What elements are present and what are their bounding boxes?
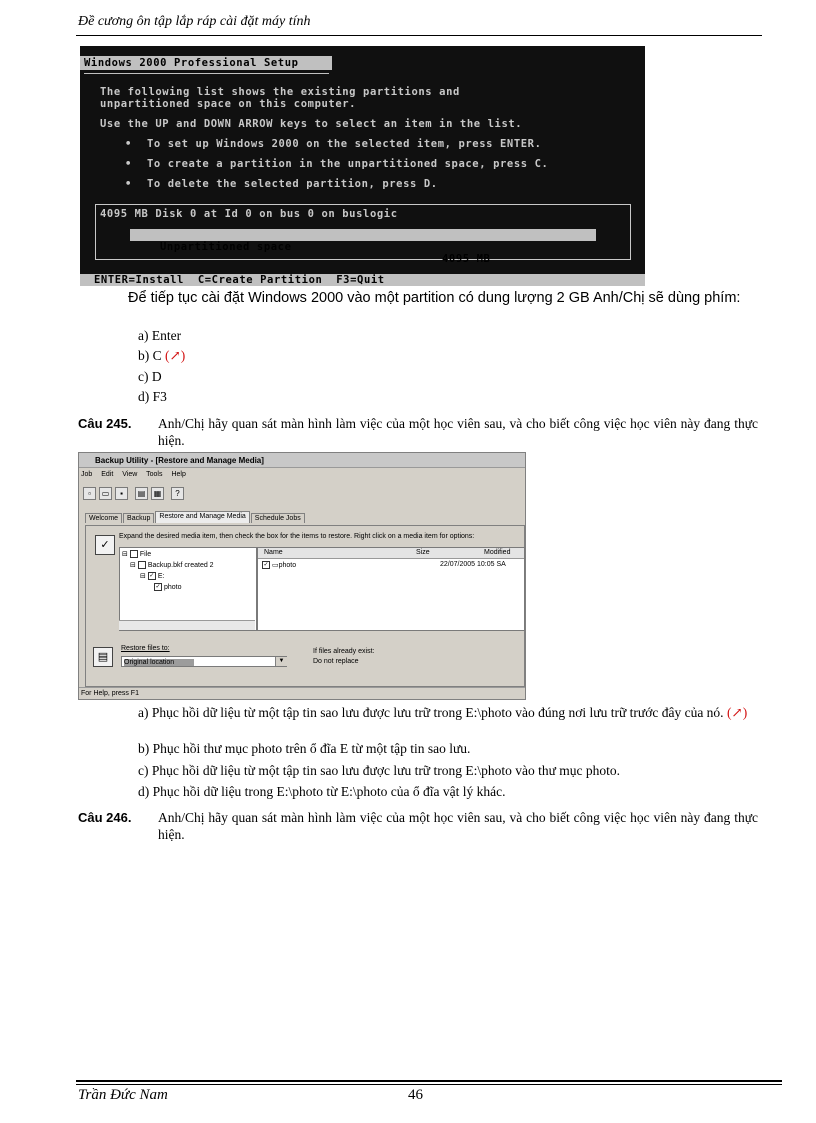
row-modified: 22/07/2005 10:05 SA bbox=[440, 561, 506, 568]
footer-rule-thin bbox=[76, 1084, 782, 1085]
toolbar bbox=[83, 487, 187, 501]
checkbox[interactable]: ✓ bbox=[263, 562, 269, 569]
if-exists-label: If files already exist: bbox=[313, 648, 375, 655]
tree-label: E: bbox=[157, 573, 165, 580]
tree-label: photo bbox=[164, 583, 182, 591]
checkbox[interactable]: ✓ bbox=[149, 573, 155, 580]
setup-line-3: Use the UP and DOWN ARROW keys to select an item in the list. bbox=[100, 118, 523, 130]
answer-mark-icon: (↗) bbox=[726, 705, 748, 720]
setup-bullet-1: To set up Windows 2000 on the selected item, press ENTER. bbox=[147, 138, 542, 150]
header-rule bbox=[76, 35, 762, 36]
footer-rule bbox=[76, 1080, 782, 1082]
tab-schedule[interactable]: Schedule Jobs bbox=[251, 513, 305, 523]
tree-item-backup[interactable]: ⊟ Backup.bkf created 2 bbox=[130, 562, 214, 569]
menu-edit[interactable]: Edit bbox=[101, 471, 114, 478]
open-icon[interactable]: ▭ bbox=[99, 487, 112, 500]
if-exists-value: Do not replace bbox=[313, 658, 359, 665]
menu-help[interactable]: Help bbox=[171, 471, 186, 478]
setup-title-underline bbox=[84, 73, 329, 74]
answer-mark-icon: (↗) bbox=[165, 348, 186, 363]
tab-welcome[interactable]: Welcome bbox=[85, 513, 122, 523]
setup-bullet-2: To create a partition in the unpartitioned space, press C. bbox=[147, 158, 549, 170]
window-title: Backup Utility - [Restore and Manage Media] bbox=[79, 453, 525, 468]
setup-title: Windows 2000 Professional Setup bbox=[80, 56, 332, 70]
row-name: photo bbox=[278, 562, 297, 569]
menu-view[interactable]: View bbox=[122, 471, 138, 478]
chevron-down-icon[interactable]: ▼ bbox=[275, 657, 287, 666]
column-size[interactable]: Size bbox=[416, 549, 430, 556]
checkbox[interactable]: ✓ bbox=[155, 584, 161, 590]
restore-to-label: Restore files to: bbox=[121, 645, 170, 652]
q246-label: Câu 246. bbox=[78, 810, 132, 825]
tree-item-drive[interactable]: ⊟ ✓ E: bbox=[140, 573, 165, 580]
setup-line-2: unpartitioned space on this computer. bbox=[100, 98, 357, 110]
running-header: Đề cương ôn tập lắp ráp cài đặt máy tính bbox=[78, 14, 311, 29]
restore-media-icon: ✓ bbox=[95, 535, 115, 555]
menu-bar bbox=[81, 471, 193, 478]
q244-option-a: a) Enter bbox=[138, 328, 182, 343]
partition-name: Unpartitioned space bbox=[160, 241, 292, 253]
tree-scrollbar[interactable] bbox=[119, 620, 255, 630]
media-tree bbox=[119, 547, 257, 631]
windows-setup-screenshot bbox=[80, 46, 645, 286]
help-icon[interactable]: ? bbox=[171, 487, 184, 500]
restore-to-value: Original location bbox=[124, 659, 194, 666]
disk-line: 4095 MB Disk 0 at Id 0 on bus 0 on buslogic bbox=[100, 208, 398, 220]
setup-status-bar: ENTER=Install C=Create Partition F3=Quit bbox=[80, 274, 645, 286]
q244-option-d: d) F3 bbox=[138, 389, 167, 404]
folder-icon: ▭ bbox=[272, 562, 279, 569]
q245-option-b: b) Phục hồi thư mục photo trên ổ đĩa E từ một tập tin sao lưu. bbox=[138, 741, 471, 756]
tab-restore[interactable]: Restore and Manage Media bbox=[155, 511, 249, 523]
q245-question: Anh/Chị hãy quan sát màn hình làm việc của một học viên sau, và cho biết công việc học viên này đang thực hiện. bbox=[158, 416, 758, 448]
setup-bullet-3: To delete the selected partition, press D. bbox=[147, 178, 438, 190]
q245-label: Câu 245. bbox=[78, 416, 132, 431]
restore-to-select[interactable] bbox=[121, 656, 287, 667]
bullet-icon: • bbox=[125, 178, 132, 190]
q244-option-b bbox=[138, 348, 185, 364]
setup-line-1: The following list shows the existing partitions and bbox=[100, 86, 460, 98]
tree-label: File bbox=[139, 551, 152, 558]
tab-backup[interactable]: Backup bbox=[123, 513, 154, 523]
q245-option-a bbox=[78, 704, 758, 722]
instruction-text: Expand the desired media item, then check the box for the items to restore. Right click on a media item for options: bbox=[119, 533, 475, 540]
menu-job[interactable]: Job bbox=[81, 471, 93, 478]
tree-item-photo[interactable] bbox=[154, 583, 182, 591]
partition-selected-row bbox=[130, 229, 596, 265]
report-icon[interactable]: ▤ bbox=[135, 487, 148, 500]
column-modified[interactable]: Modified bbox=[484, 549, 511, 556]
bullet-icon: • bbox=[125, 138, 132, 150]
file-list bbox=[257, 547, 525, 631]
checkbox[interactable] bbox=[130, 550, 138, 558]
page-number: 46 bbox=[408, 1087, 423, 1103]
tree-label: Backup.bkf created 2 bbox=[147, 562, 214, 569]
backup-utility-screenshot bbox=[78, 452, 526, 700]
q245-option-d: d) Phục hồi dữ liệu trong E:\photo từ E:\photo của ổ đĩa vật lý khác. bbox=[138, 784, 506, 799]
partition-size: 4095 MB bbox=[442, 253, 491, 265]
q244-question: Để tiếp tục cài đặt Windows 2000 vào một partition có dung lượng 2 GB Anh/Chị sẽ dùng phím: bbox=[128, 290, 741, 306]
q246-question: Anh/Chị hãy quan sát màn hình làm việc của một học viên sau, và cho biết công việc học viên này đang thực hiện. bbox=[158, 810, 758, 842]
column-name[interactable]: Name bbox=[264, 549, 283, 556]
list-row-photo[interactable] bbox=[262, 561, 296, 569]
window-status-bar: For Help, press F1 bbox=[79, 687, 525, 699]
footer-author: Trần Đức Nam bbox=[78, 1087, 168, 1103]
options-icon[interactable]: ▦ bbox=[151, 487, 164, 500]
q245-option-a-text: a) Phục hồi dữ liệu từ một tập tin sao lưu được lưu trữ trong E:\photo vào đúng nơi lưu trữ trước đây của nó. bbox=[138, 705, 724, 720]
if-exists-info bbox=[313, 647, 374, 667]
restore-files-icon: ▤ bbox=[93, 647, 113, 667]
q244-option-c: c) D bbox=[138, 369, 162, 384]
checkbox[interactable] bbox=[138, 561, 146, 569]
menu-tools[interactable]: Tools bbox=[146, 471, 163, 478]
bullet-icon: • bbox=[125, 158, 132, 170]
q244-option-b-text: b) C bbox=[138, 348, 162, 363]
new-icon[interactable]: ▫ bbox=[83, 487, 96, 500]
q245-option-c: c) Phục hồi dữ liệu từ một tập tin sao lưu được lưu trữ trong E:\photo vào thư mục photo. bbox=[138, 763, 621, 778]
tree-item-file[interactable]: ⊟ File bbox=[122, 551, 152, 558]
save-icon[interactable]: ▪ bbox=[115, 487, 128, 500]
